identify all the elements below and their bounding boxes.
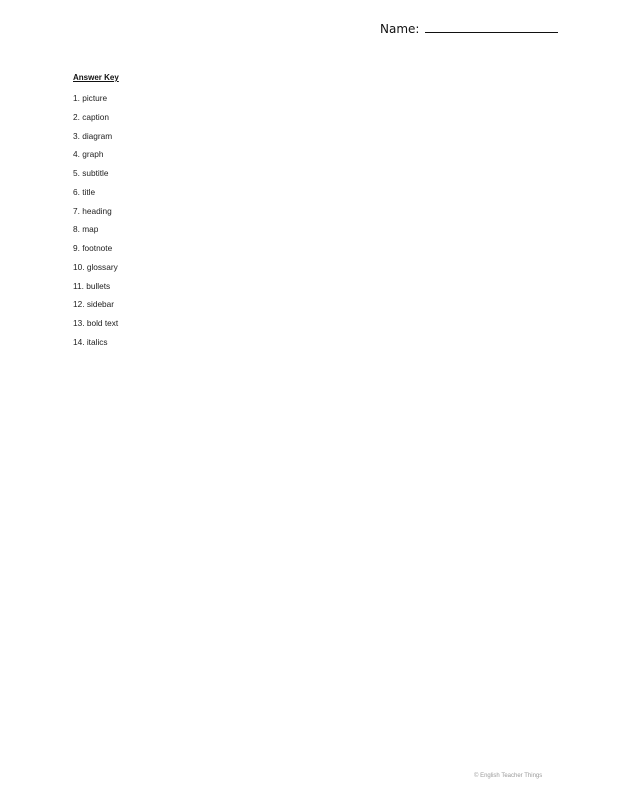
answer-list — [73, 92, 118, 355]
name-field — [380, 20, 558, 36]
list-item: 13. bold text — [73, 318, 119, 328]
list-item: 4. graph — [73, 149, 104, 160]
list-item: 7. heading — [73, 205, 112, 216]
list-item: 1. picture — [73, 93, 108, 103]
name-label: Name: — [380, 22, 420, 36]
name-blank-line[interactable] — [425, 20, 558, 33]
list-item: 3. diagram — [73, 130, 113, 141]
list-item: 6. title — [73, 186, 96, 197]
list-item: 9. footnote — [73, 243, 113, 253]
copyright-footer: © English Teacher Things — [474, 773, 543, 779]
list-item: 14. italics — [73, 336, 108, 347]
list-item: 5. subtitle — [73, 168, 109, 178]
list-item: 11. bullets — [73, 280, 111, 291]
list-item: 12. sidebar — [73, 299, 115, 310]
answer-key-heading: Answer Key — [73, 73, 119, 82]
list-item: 10. glossary — [73, 261, 118, 272]
list-item: 8. map — [73, 224, 99, 235]
list-item: 2. caption — [73, 111, 109, 122]
